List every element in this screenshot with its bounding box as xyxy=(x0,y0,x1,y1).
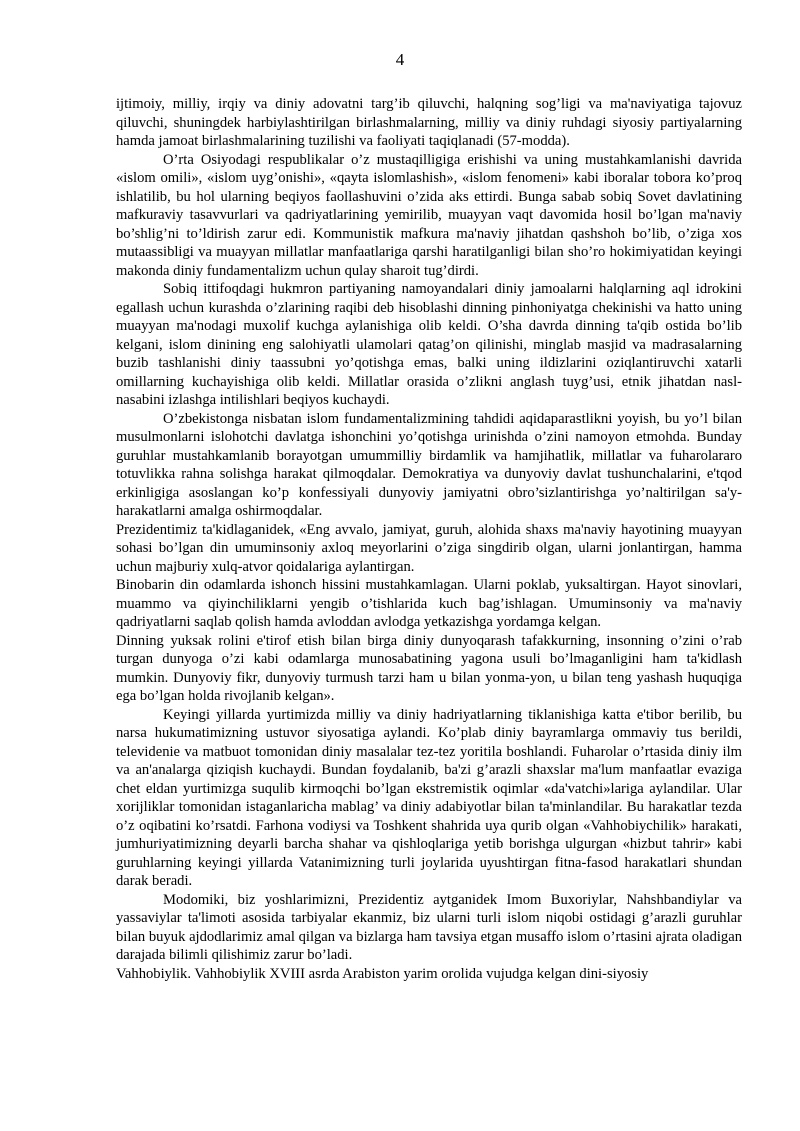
paragraph-islamic-factor: O’rta Osiyodagi respublikalar o’z mustaqilligiga erishishi va uning mustahkamlanishi davrida «islom omili», «islom uyg’onishi», «qayta islomlashish», «islom fenomeni» kabi iboralar tobora ko’proq ishlatilib, bu hol ularning beqiyos faollashuvini o’zida aks ettirdi. Bunga sabab sobiq Sovet davlatining mafkuraviy tasavvurlari va qadriyatlarining yemirilib, muayyan vaqt davomida hosil bo’lgan ma'naviy bo’shlig’ni to’ldirish zarur edi. Kommunistik mafkura ma'naviy jihatdan qashshoh bo’lib, o’ziga xos mutaassibligi va muayyan millatlar manfaatlariga qarshi haratilganligi bilan sho’ro hokimiyatidan keyingi makonda diniy fundamentalizm uchun qulay sharoit tug’dirdi. xyxy=(116,151,742,279)
paragraph-soviet-party: Sobiq ittifoqdagi hukmron partiyaning namoyandalari diniy jamoalarni halqlarning aql idrokini egallash uchun kurashda o’zlarining raqibi deb hisoblashi dinning pinhoniyatga chekinishi va hatto uning muayyan ma'nodagi muxolif kuchga aylanishiga olib keldi. O’sha davrda dinning ta'qib ostida bo’lib kelgani, islom dinining eng salohiyatli ulamolari qatag’on qilinishi, minglab masjid va madrasalarning buzib tashlanishi diniy taassubni yo’qotishga emas, balki uning ildizlarini oziqlantiruvchi xatarli omillarning kuchayishiga olib keldi. Millatlar orasida o’zlikni anglash tuyg’usi, etnik jihatdan nasl-nasabini izlashga intilishlari beqiyos kuchaydi. xyxy=(116,281,742,408)
paragraph-youth: Modomiki, biz yoshlarimizni, Prezidentiz aytganidek Imom Buxoriylar, Nahshbandiylar va yassaviylar ta'limoti asosida tarbiyalar ekanmiz, biz ularni turli islom niqobi ostidagi g’arazli guruhlar bilan buyuk ajdodlarimiz amal qilgan va bizlarga ham tavsiya etgan musaffo islom o’rtasini ajrata oladigan darajada bilimli qilishimiz zarur bo’ladi. xyxy=(116,891,742,963)
paragraph-recent-years: Keyingi yillarda yurtimizda milliy va diniy hadriyatlarning tiklanishiga katta e'tibor berilib, bu narsa hukumatimizning ustuvor siyosatiga aylandi. Ko’plab diniy bayramlarga ommaviy tus berildi, televidenie va matbuot tomonidan diniy masalalar tez-tez yoritila boshlandi. Fuharolar o’rtasida diniy ilm va an'analarga qiziqish kuchaydi. Bundan foydalanib, ba'zi g’arazli shaxslar ma'lum manfaatlar evaziga chet eldan yurtimizga suqulib kirmoqchi bo’lgan ekstremistik oqimlar «da'vatchi»lariga aylandilar. Ular xorijliklar tomonidan istaganlaricha mablag’ va diniy adabiyotlar bilan ta'minlandilar. Bu harakatlar tezda o’z oqibatini ko’rsatdi. Farhona vodiysi va Toshkent shahrida uya qurib olgan «Vahhobiychilik» harakati, jumhuriyatimizning deyarli barcha shahar va qishloqlariga yetib borishga ulgurgan «hizbut tahrir» kabi guruhlarning keyingi yillarda Vatanimizning turli joylarida uyushtirgan fitna-fasod harakatlari shundan darak beradi. xyxy=(116,706,742,889)
paragraph-wahhabism: Vahhobiylik. Vahhobiylik XVIII asrda Arabiston yarim orolida vujudga kelgan dini-siyosiy xyxy=(116,965,649,982)
paragraph-secular-thought: Dinning yuksak rolini e'tirof etish bilan birga diniy dunyoqarash tafakkurning, insonning o’zini o’rab turgan dunyoga o’zi kabi odamlarga munosabatining yagona usuli bo’lmaganligini ham ta'kidlash mumkin. Dunyoviy fikr, dunyoviy turmush tarzi ham u bilan yonma-yon, u bilan teng yashash huquqiga ega bo’lgan holda rivojlanib kelgan». xyxy=(116,632,742,704)
document-body xyxy=(116,95,742,983)
paragraph-continuation: ijtimoiy, milliy, irqiy va diniy adovatni targ’ib qiluvchi, halqning sog’ligi va ma'naviyatiga tajovuz qiluvchi, shuningdek harbiylashtirilgan birlashmalarning, milliy va diniy ruhdagi siyosiy partiyalarning hamda jamoat birlashmalarining tuzilishi va faoliyati taqiqlanadi (57-modda). xyxy=(116,96,742,149)
paragraph-trust: Binobarin din odamlarda ishonch hissini mustahkamlagan. Ularni poklab, yuksaltirgan. Hayot sinovlari, muammo va qiyinchiliklarni yengib o’tishlarida kuch bag’ishlagan. Umuminsoniy va ma'naviy qadriyatlarni saqlab qolish hamda avloddan avlodga yetkazishga yordamga kelgan. xyxy=(116,577,742,630)
paragraph-president-quote: Prezidentimiz ta'kidlaganidek, «Eng avvalo, jamiyat, guruh, alohida shaxs ma'naviy hayotining muayyan sohasi bo’lgan din umuminsoniy axloq meyorlarini o’ziga singdirib olgan, ularni jonlantirgan, hamma uchun majburiy xulq-atvor qoidalariga aylantirgan. xyxy=(116,521,742,575)
page-number: 4 xyxy=(395,50,405,69)
paragraph-uzbekistan-threat: O’zbekistonga nisbatan islom fundamentalizmining tahdidi aqidaparastlikni yoyish, bu yo’l bilan musulmonlarni islohotchi davlatga ishonchini yo’qotishga urinishda o’zini namoyon etmohda. Bunday guruhlar mustahkamlanib borayotgan umummilliy birdamlik va hamjihatlik, millatlar va fuharolararo totuvlikka rahna solishga harakat qilmoqdalar. Demokratiya va dunyoviy davlat tushunchalarini, e'tqod erkinligiga asoslangan ko’p konfessiyali dunyoviy jamiyatni obro’sizlantirishga yo’naltirilgan sa'y-harakatlarni amalga oshirmoqdalar. xyxy=(116,410,742,519)
